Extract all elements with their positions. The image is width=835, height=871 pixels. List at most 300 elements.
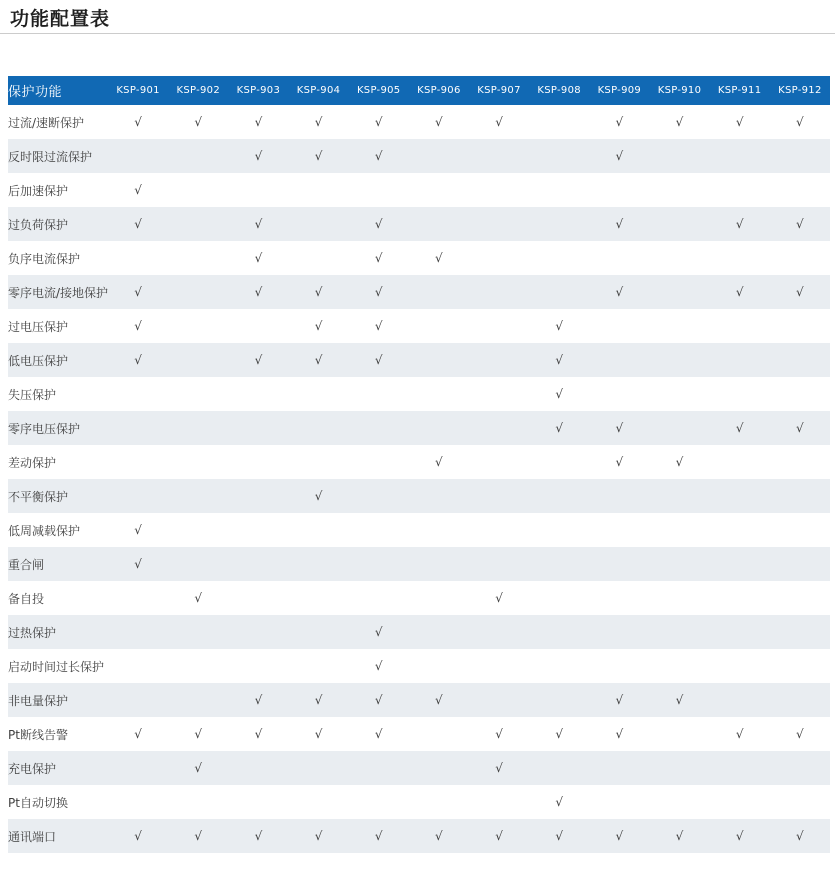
empty-cell (710, 173, 770, 207)
empty-cell (168, 275, 228, 309)
check-cell: √ (314, 115, 323, 129)
check-cell: √ (134, 829, 142, 843)
empty-cell (469, 343, 529, 377)
feature-label-cell: 不平衡保护 (8, 489, 69, 504)
empty-cell (770, 173, 830, 207)
empty-cell (409, 377, 469, 411)
check-cell: √ (254, 217, 263, 231)
check-cell: √ (675, 115, 684, 129)
column-header-ksp-901: KSP-901 (108, 76, 168, 105)
empty-cell (409, 139, 469, 173)
empty-cell (770, 683, 830, 717)
table-row (8, 411, 830, 445)
empty-cell (770, 139, 830, 173)
check-cell: √ (615, 727, 624, 741)
check-cell: √ (615, 421, 624, 435)
empty-cell (409, 751, 469, 785)
empty-cell (770, 615, 830, 649)
feature-label-cell: 启动时间过长保护 (8, 659, 105, 674)
empty-cell (770, 547, 830, 581)
empty-cell (168, 649, 228, 683)
feature-label-cell: Pt自动切换 (8, 795, 68, 810)
check-cell: √ (374, 115, 383, 129)
empty-cell (228, 785, 288, 819)
empty-cell (710, 615, 770, 649)
check-cell: √ (615, 217, 624, 231)
check-cell: √ (194, 829, 203, 843)
empty-cell (529, 479, 589, 513)
empty-cell (649, 377, 709, 411)
empty-cell (409, 513, 469, 547)
empty-cell (349, 173, 409, 207)
table-row (8, 717, 830, 751)
empty-cell (649, 139, 709, 173)
table-body (8, 105, 830, 853)
table-row (8, 275, 830, 309)
empty-cell (469, 445, 529, 479)
check-cell: √ (735, 421, 744, 435)
empty-cell (710, 377, 770, 411)
check-cell: √ (254, 727, 263, 741)
column-header-ksp-911: KSP-911 (710, 76, 770, 105)
check-cell: √ (254, 285, 263, 299)
empty-cell (228, 751, 288, 785)
empty-cell (589, 513, 649, 547)
empty-cell (349, 513, 409, 547)
empty-cell (589, 615, 649, 649)
empty-cell (409, 785, 469, 819)
check-cell: √ (314, 727, 323, 741)
empty-cell (168, 173, 228, 207)
empty-cell (529, 649, 589, 683)
empty-cell (469, 275, 529, 309)
empty-cell (168, 309, 228, 343)
empty-cell (409, 207, 469, 241)
empty-cell (349, 377, 409, 411)
table-row (8, 173, 830, 207)
empty-cell (168, 513, 228, 547)
empty-cell (589, 241, 649, 275)
empty-cell (288, 513, 348, 547)
empty-cell (589, 785, 649, 819)
empty-cell (288, 411, 348, 445)
empty-cell (228, 479, 288, 513)
table-row (8, 309, 830, 343)
check-cell: √ (194, 761, 203, 775)
empty-cell (710, 547, 770, 581)
empty-cell (108, 139, 168, 173)
empty-cell (529, 683, 589, 717)
feature-label-cell: 差动保护 (8, 455, 57, 470)
check-cell: √ (194, 591, 203, 605)
empty-cell (649, 785, 709, 819)
empty-cell (168, 785, 228, 819)
empty-cell (409, 615, 469, 649)
empty-cell (349, 479, 409, 513)
check-cell: √ (555, 319, 563, 333)
table-row (8, 139, 830, 173)
empty-cell (649, 343, 709, 377)
empty-cell (108, 751, 168, 785)
empty-cell (469, 615, 529, 649)
table-row (8, 241, 830, 275)
check-cell: √ (735, 285, 744, 299)
check-cell: √ (134, 319, 142, 333)
empty-cell (168, 615, 228, 649)
check-cell: √ (134, 727, 142, 741)
check-cell: √ (615, 455, 624, 469)
column-header-ksp-902: KSP-902 (168, 76, 228, 105)
table-row (8, 547, 830, 581)
empty-cell (409, 581, 469, 615)
check-cell: √ (555, 727, 563, 741)
table-header-row (8, 76, 830, 105)
empty-cell (469, 377, 529, 411)
feature-label-cell: 反时限过流保护 (8, 149, 93, 164)
empty-cell (770, 751, 830, 785)
empty-cell (529, 581, 589, 615)
empty-cell (469, 513, 529, 547)
column-header-ksp-910: KSP-910 (649, 76, 709, 105)
check-cell: √ (254, 251, 263, 265)
table-row (8, 581, 830, 615)
check-cell: √ (374, 353, 383, 367)
check-cell: √ (254, 353, 263, 367)
empty-cell (770, 513, 830, 547)
empty-cell (288, 445, 348, 479)
empty-cell (770, 479, 830, 513)
check-cell: √ (555, 353, 563, 367)
check-cell: √ (735, 829, 744, 843)
check-cell: √ (735, 727, 744, 741)
empty-cell (649, 717, 709, 751)
empty-cell (349, 581, 409, 615)
feature-label-cell: 过电压保护 (8, 319, 69, 334)
check-cell: √ (495, 591, 503, 605)
feature-label-cell: 负序电流保护 (8, 251, 81, 266)
check-cell: √ (314, 285, 323, 299)
empty-cell (770, 241, 830, 275)
empty-cell (288, 207, 348, 241)
check-cell: √ (254, 115, 263, 129)
check-cell: √ (134, 115, 142, 129)
empty-cell (529, 445, 589, 479)
empty-cell (409, 275, 469, 309)
empty-cell (409, 343, 469, 377)
empty-cell (710, 139, 770, 173)
empty-cell (108, 683, 168, 717)
check-cell: √ (314, 319, 323, 333)
empty-cell (108, 377, 168, 411)
empty-cell (228, 173, 288, 207)
empty-cell (108, 479, 168, 513)
check-cell: √ (374, 727, 383, 741)
empty-cell (108, 615, 168, 649)
empty-cell (409, 173, 469, 207)
empty-cell (710, 513, 770, 547)
page-title: 功能配置表 (10, 8, 111, 30)
check-cell: √ (374, 285, 383, 299)
feature-label-cell: 失压保护 (8, 387, 57, 402)
empty-cell (649, 241, 709, 275)
table-row (8, 615, 830, 649)
empty-cell (529, 139, 589, 173)
empty-cell (469, 411, 529, 445)
check-cell: √ (796, 421, 804, 435)
empty-cell (529, 513, 589, 547)
empty-cell (589, 479, 649, 513)
check-cell: √ (555, 421, 563, 435)
table-row (8, 105, 830, 139)
empty-cell (589, 581, 649, 615)
empty-cell (288, 173, 348, 207)
empty-cell (469, 207, 529, 241)
check-cell: √ (374, 217, 383, 231)
feature-label-cell: 重合闸 (8, 557, 45, 572)
empty-cell (349, 751, 409, 785)
table-row (8, 445, 830, 479)
empty-cell (529, 275, 589, 309)
empty-cell (469, 173, 529, 207)
empty-cell (409, 547, 469, 581)
empty-cell (409, 411, 469, 445)
empty-cell (469, 479, 529, 513)
table-row (8, 479, 830, 513)
check-cell: √ (796, 285, 804, 299)
empty-cell (710, 751, 770, 785)
feature-label-cell: 零序电压保护 (8, 421, 81, 436)
empty-cell (589, 309, 649, 343)
check-cell: √ (314, 693, 323, 707)
empty-cell (649, 173, 709, 207)
empty-cell (288, 377, 348, 411)
empty-cell (469, 785, 529, 819)
empty-cell (589, 649, 649, 683)
empty-cell (349, 785, 409, 819)
empty-cell (288, 615, 348, 649)
check-cell: √ (254, 149, 263, 163)
empty-cell (409, 717, 469, 751)
feature-label-cell: 非电量保护 (8, 693, 69, 708)
check-cell: √ (555, 387, 563, 401)
empty-cell (529, 207, 589, 241)
empty-cell (649, 615, 709, 649)
check-cell: √ (374, 693, 383, 707)
check-cell: √ (435, 829, 443, 843)
empty-cell (228, 581, 288, 615)
empty-cell (168, 445, 228, 479)
empty-cell (108, 241, 168, 275)
empty-cell (228, 547, 288, 581)
check-cell: √ (134, 353, 142, 367)
empty-cell (469, 547, 529, 581)
table-row (8, 513, 830, 547)
empty-cell (589, 173, 649, 207)
check-cell: √ (194, 727, 203, 741)
empty-cell (529, 173, 589, 207)
check-cell: √ (435, 455, 443, 469)
check-cell: √ (735, 115, 744, 129)
check-cell: √ (796, 217, 804, 231)
empty-cell (770, 649, 830, 683)
empty-cell (710, 785, 770, 819)
empty-cell (168, 241, 228, 275)
check-cell: √ (615, 829, 624, 843)
empty-cell (529, 547, 589, 581)
empty-cell (649, 751, 709, 785)
empty-cell (228, 649, 288, 683)
empty-cell (168, 683, 228, 717)
column-header-ksp-903: KSP-903 (228, 76, 288, 105)
empty-cell (529, 751, 589, 785)
check-cell: √ (134, 557, 142, 571)
empty-cell (469, 241, 529, 275)
table-row (8, 819, 830, 853)
empty-cell (649, 581, 709, 615)
empty-cell (649, 513, 709, 547)
check-cell: √ (615, 693, 624, 707)
check-cell: √ (374, 149, 383, 163)
feature-label-cell: 零序电流/接地保护 (8, 285, 109, 300)
table-row (8, 343, 830, 377)
check-cell: √ (675, 455, 684, 469)
table-row (8, 649, 830, 683)
check-cell: √ (374, 625, 383, 639)
feature-label-cell: 过热保护 (8, 625, 57, 640)
table-row (8, 751, 830, 785)
empty-cell (168, 343, 228, 377)
check-cell: √ (796, 727, 804, 741)
empty-cell (168, 207, 228, 241)
feature-label-cell: 低周减载保护 (8, 523, 81, 538)
empty-cell (168, 377, 228, 411)
empty-cell (469, 649, 529, 683)
check-cell: √ (314, 353, 323, 367)
empty-cell (710, 649, 770, 683)
check-cell: √ (796, 115, 804, 129)
empty-cell (108, 649, 168, 683)
check-cell: √ (615, 149, 624, 163)
empty-cell (710, 581, 770, 615)
empty-cell (349, 411, 409, 445)
empty-cell (168, 547, 228, 581)
empty-cell (288, 751, 348, 785)
empty-cell (228, 615, 288, 649)
empty-cell (108, 445, 168, 479)
feature-column-header: 保护功能 (8, 76, 108, 105)
check-cell: √ (615, 115, 624, 129)
empty-cell (770, 785, 830, 819)
table-row (8, 683, 830, 717)
check-cell: √ (374, 251, 383, 265)
check-cell: √ (314, 149, 323, 163)
check-cell: √ (435, 115, 443, 129)
table-row (8, 377, 830, 411)
check-cell: √ (555, 795, 563, 809)
check-cell: √ (615, 285, 624, 299)
empty-cell (649, 547, 709, 581)
empty-cell (409, 649, 469, 683)
check-cell: √ (374, 319, 383, 333)
feature-label-cell: 过流/速断保护 (8, 115, 85, 130)
empty-cell (649, 207, 709, 241)
check-cell: √ (495, 829, 503, 843)
title-divider (0, 33, 835, 34)
empty-cell (589, 751, 649, 785)
table-row (8, 785, 830, 819)
column-header-ksp-912: KSP-912 (770, 76, 830, 105)
check-cell: √ (796, 829, 804, 843)
check-cell: √ (134, 285, 142, 299)
empty-cell (108, 785, 168, 819)
empty-cell (649, 275, 709, 309)
empty-cell (589, 343, 649, 377)
empty-cell (228, 377, 288, 411)
feature-label-cell: 备自投 (8, 591, 45, 606)
column-header-ksp-907: KSP-907 (469, 76, 529, 105)
empty-cell (710, 309, 770, 343)
check-cell: √ (314, 829, 323, 843)
empty-cell (649, 479, 709, 513)
check-cell: √ (435, 251, 443, 265)
empty-cell (288, 785, 348, 819)
check-cell: √ (194, 115, 203, 129)
empty-cell (649, 309, 709, 343)
check-cell: √ (555, 829, 563, 843)
empty-cell (469, 309, 529, 343)
empty-cell (770, 343, 830, 377)
empty-cell (770, 445, 830, 479)
check-cell: √ (134, 217, 142, 231)
empty-cell (649, 411, 709, 445)
empty-cell (710, 445, 770, 479)
feature-label-cell: 通讯端口 (8, 829, 57, 844)
table-row (8, 207, 830, 241)
empty-cell (589, 547, 649, 581)
empty-cell (349, 445, 409, 479)
empty-cell (529, 105, 589, 139)
empty-cell (288, 649, 348, 683)
empty-cell (529, 241, 589, 275)
check-cell: √ (435, 693, 443, 707)
empty-cell (349, 547, 409, 581)
function-config-table (8, 76, 830, 853)
check-cell: √ (735, 217, 744, 231)
empty-cell (108, 581, 168, 615)
column-header-ksp-908: KSP-908 (529, 76, 589, 105)
check-cell: √ (254, 829, 263, 843)
check-cell: √ (374, 829, 383, 843)
empty-cell (770, 581, 830, 615)
column-header-ksp-904: KSP-904 (288, 76, 348, 105)
empty-cell (710, 479, 770, 513)
empty-cell (168, 139, 228, 173)
empty-cell (469, 683, 529, 717)
check-cell: √ (374, 659, 383, 673)
empty-cell (168, 479, 228, 513)
feature-label-cell: 低电压保护 (8, 353, 69, 368)
feature-label-cell: 充电保护 (8, 761, 57, 776)
empty-cell (409, 309, 469, 343)
empty-cell (228, 445, 288, 479)
check-cell: √ (254, 693, 263, 707)
feature-label-cell: 过负荷保护 (8, 217, 69, 232)
feature-label-cell: 后加速保护 (8, 183, 69, 198)
empty-cell (770, 309, 830, 343)
empty-cell (710, 343, 770, 377)
empty-cell (469, 139, 529, 173)
check-cell: √ (134, 523, 142, 537)
